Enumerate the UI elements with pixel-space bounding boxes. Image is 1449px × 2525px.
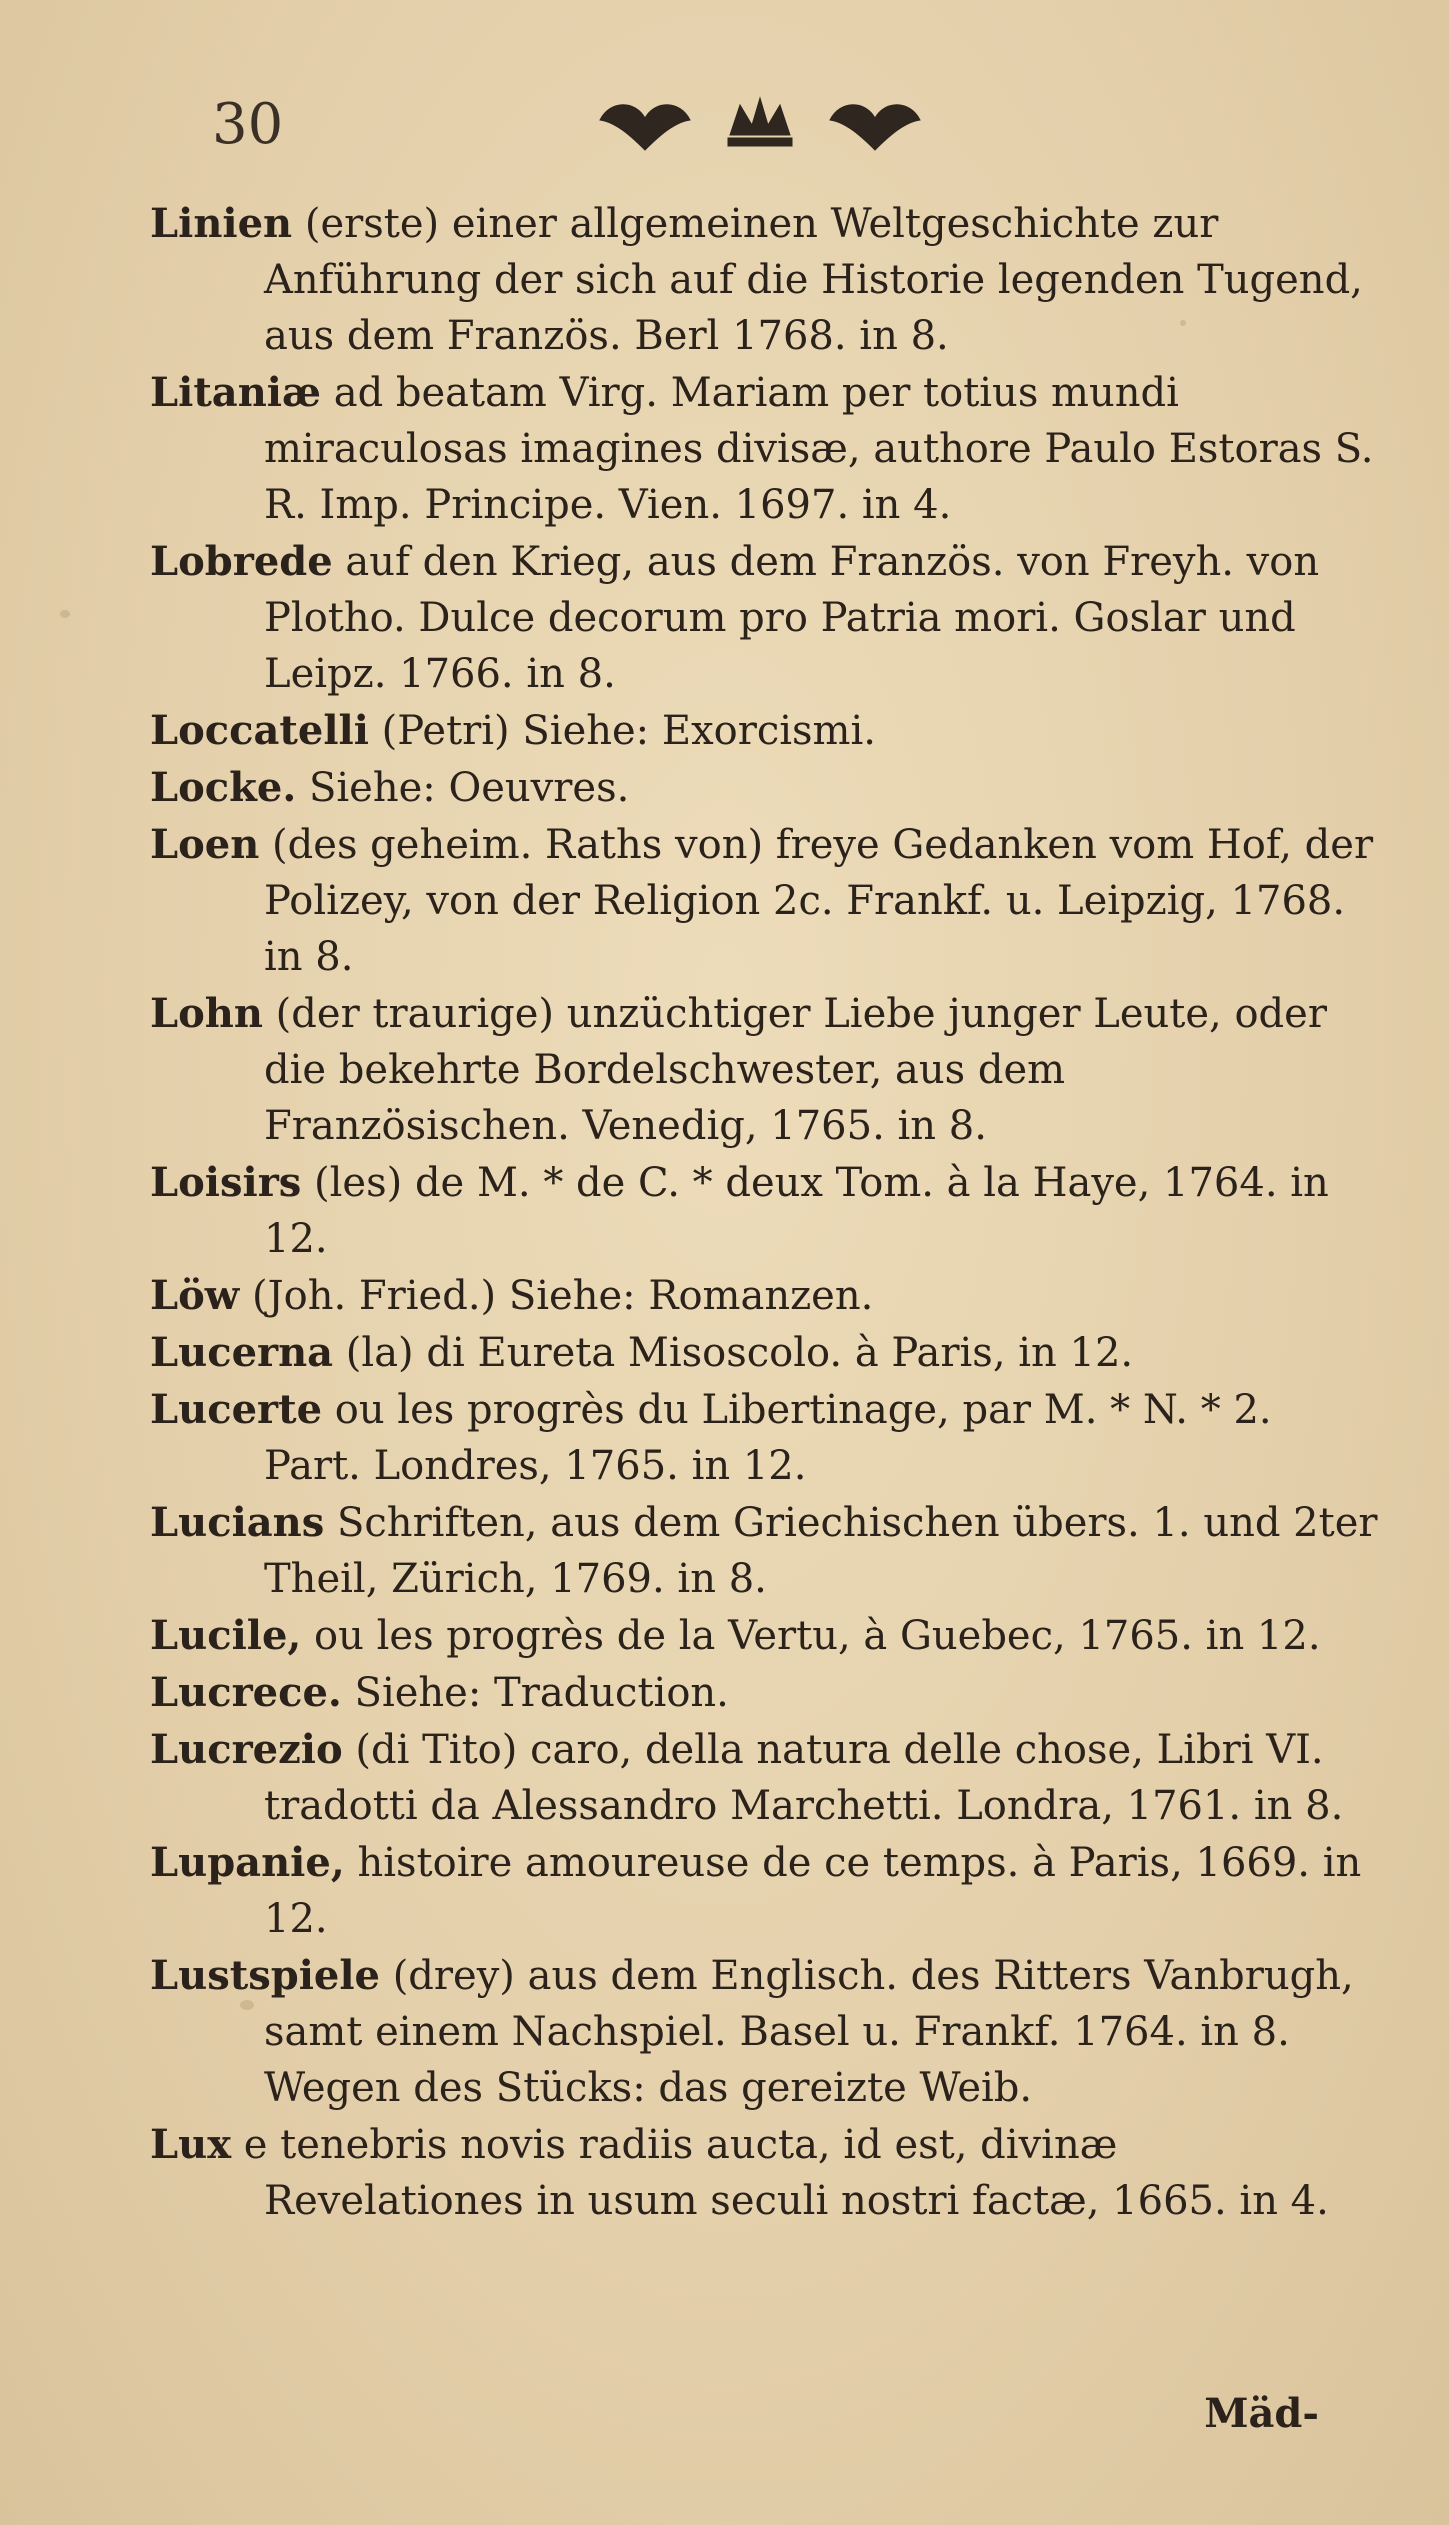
entry-headword: Lucrece. — [150, 1669, 342, 1716]
entry-headword: Lupanie, — [150, 1839, 345, 1886]
catalog-entry — [150, 1665, 1380, 1721]
catalog-entries — [150, 196, 1380, 2230]
catalog-entry — [150, 534, 1380, 702]
entry-headword: Linien — [150, 200, 293, 247]
catchword: Mäd- — [1204, 2390, 1319, 2437]
catalog-entry — [150, 817, 1380, 985]
entry-headword: Löw — [150, 1272, 240, 1319]
entry-text: ad beatam Virg. Mariam per totius mundi miraculosas imagines divisæ, authore Paulo Estoras S. R. Imp. Principe. Vien. 1697. in 4. — [264, 370, 1374, 528]
entry-headword: Loccatelli — [150, 707, 369, 754]
paper-stain — [60, 610, 70, 618]
entry-headword: Loisirs — [150, 1159, 302, 1206]
entry-text: (Joh. Fried.) Siehe: Romanzen. — [239, 1273, 874, 1319]
catalog-entry — [150, 760, 1380, 816]
catalog-entry — [150, 1155, 1380, 1267]
entry-headword: Lustspiele — [150, 1952, 380, 1999]
entry-text: (Petri) Siehe: Exorcismi. — [368, 708, 876, 754]
entry-headword: Lucerte — [150, 1386, 323, 1433]
catalog-entry — [150, 196, 1380, 364]
catalog-entry — [150, 1608, 1380, 1664]
entry-headword: Lobrede — [150, 538, 333, 585]
entry-text: (la) di Eureta Misoscolo. à Paris, in 12. — [333, 1330, 1134, 1376]
entry-text: (des geheim. Raths von) freye Gedanken vom Hof, der Polizey, von der Religion 2c. Frankf. u. Leipzig, 1768. in 8. — [259, 822, 1374, 980]
entry-text: ou les progrès de la Vertu, à Guebec, 1765. in 12. — [301, 1613, 1321, 1659]
entry-text: (drey) aus dem Englisch. des Ritters Vanbrugh, samt einem Nachspiel. Basel u. Frankf. 1764. in 8. Wegen des Stücks: das gereizte Weib. — [264, 1953, 1354, 2111]
entry-text: (les) de M. * de C. * deux Tom. à la Haye, 1764. in 12. — [264, 1160, 1329, 1262]
entry-text: auf den Krieg, aus dem Französ. von Freyh. von Plotho. Dulce decorum pro Patria mori. Goslar und Leipz. 1766. in 8. — [264, 539, 1320, 697]
entry-headword: Locke. — [150, 764, 297, 811]
catalog-entry — [150, 703, 1380, 759]
entry-headword: Lohn — [150, 990, 263, 1037]
entry-text: ou les progrès du Libertinage, par M. * N. * 2. Part. Londres, 1765. in 12. — [264, 1387, 1272, 1489]
catalog-entry — [150, 1268, 1380, 1324]
crown-floral-ornament-icon — [580, 80, 940, 160]
catalog-entry — [150, 986, 1380, 1154]
catalog-entry — [150, 1722, 1380, 1834]
entry-headword: Lucile, — [150, 1612, 302, 1659]
entry-headword: Lucerna — [150, 1329, 334, 1376]
catalog-entry — [150, 2117, 1380, 2229]
page-header — [0, 80, 1449, 160]
catalog-entry — [150, 1495, 1380, 1607]
catalog-entry — [150, 1835, 1380, 1947]
entry-text: (di Tito) caro, della natura delle chose, Libri VI. tradotti da Alessandro Marchetti. Londra, 1761. in 8. — [264, 1727, 1344, 1829]
entry-text: histoire amoureuse de ce temps. à Paris, 1669. in 12. — [264, 1840, 1362, 1942]
entry-text: Siehe: Traduction. — [341, 1670, 729, 1716]
entry-headword: Lucians — [150, 1499, 325, 1546]
catalog-entry — [150, 1325, 1380, 1381]
page-number: 30 — [212, 92, 284, 157]
entry-text: (der traurige) unzüchtiger Liebe junger Leute, oder die bekehrte Bordelschwester, aus dem Französischen. Venedig, 1765. in 8. — [262, 991, 1327, 1149]
entry-headword: Litaniæ — [150, 369, 321, 416]
entry-text: (erste) einer allgemeinen Weltgeschichte zur Anführung der sich auf die Historie legenden Tugend, aus dem Französ. Berl 1768. in 8. — [264, 201, 1363, 359]
entry-text: Schriften, aus dem Griechischen übers. 1. und 2ter Theil, Zürich, 1769. in 8. — [264, 1500, 1378, 1602]
catalog-entry — [150, 1948, 1380, 2116]
catalog-entry — [150, 365, 1380, 533]
entry-text: e tenebris novis radiis aucta, id est, divinæ Revelationes in usum seculi nostri factæ, 1665. in 4. — [231, 2122, 1329, 2224]
entry-headword: Lucrezio — [150, 1726, 343, 1773]
entry-text: Siehe: Oeuvres. — [296, 765, 630, 811]
entry-headword: Loen — [150, 821, 260, 868]
catalog-entry — [150, 1382, 1380, 1494]
entry-headword: Lux — [150, 2121, 232, 2168]
